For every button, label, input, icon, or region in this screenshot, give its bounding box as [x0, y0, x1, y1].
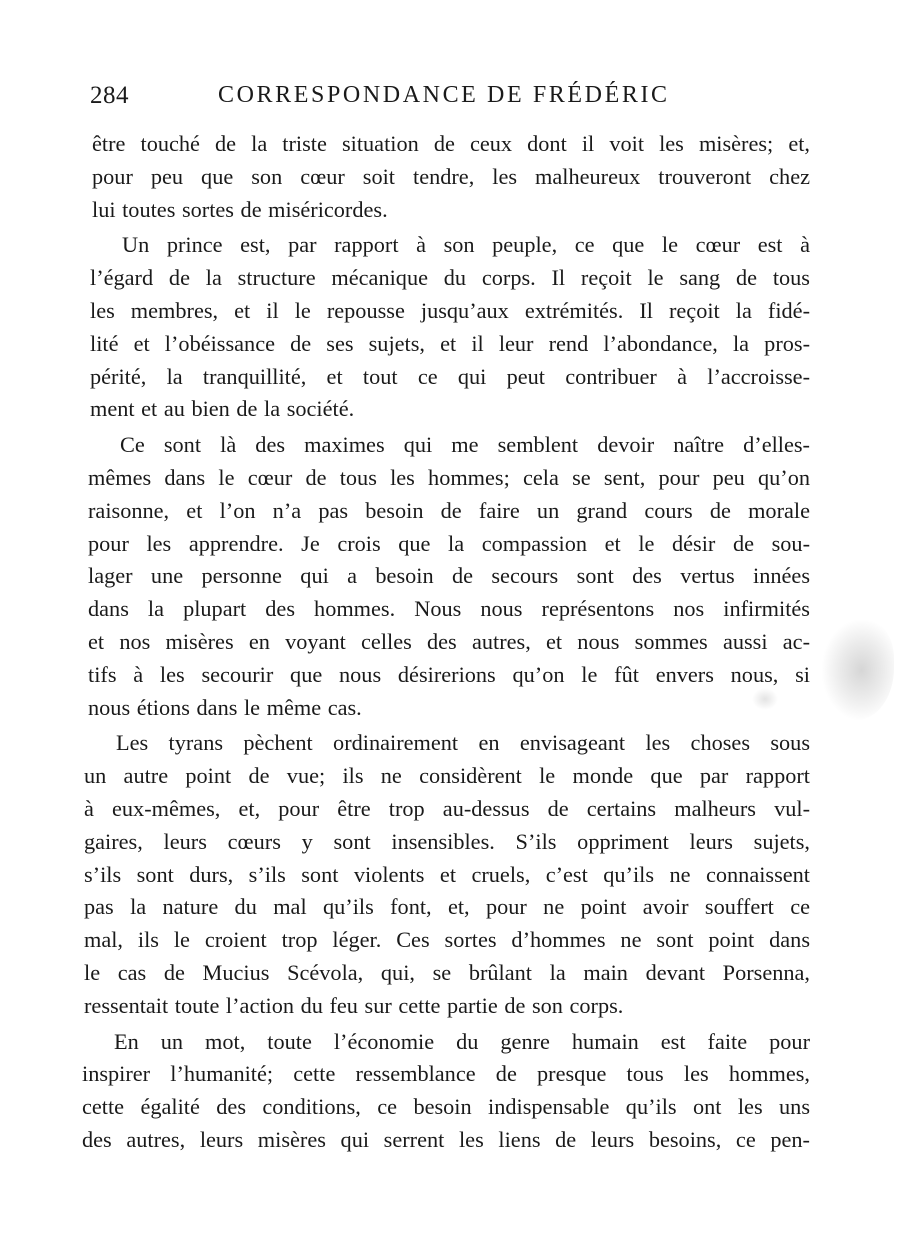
running-title: CORRESPONDANCE DE FRÉDÉRIC [218, 82, 670, 108]
body-text [82, 128, 810, 1160]
text-line: pour les apprendre. Je crois que la compassion et le désir de sou- [88, 530, 810, 556]
text-line: pour peu que son cœur soit tendre, les malheureux trouveront chez [92, 163, 810, 189]
running-head [90, 82, 810, 116]
text-line: pas la nature du mal qu’ils font, et, pour ne point avoir souffert ce [84, 894, 810, 920]
text-line: dans la plupart des hommes. Nous nous représentons nos infirmités [88, 596, 810, 622]
text-line: lager une personne qui a besoin de secours sont des vertus innées [88, 563, 810, 589]
paper-stain-small [752, 688, 778, 710]
paragraph-1 [82, 128, 810, 226]
text-line: Les tyrans pèchent ordinairement en envisageant les choses sous [116, 730, 810, 756]
text-line: le cas de Mucius Scévola, qui, se brûlant la main devant Porsenna, [84, 959, 810, 985]
text-line: Un prince est, par rapport à son peuple, ce que le cœur est à [122, 232, 810, 258]
paragraph-4 [82, 727, 810, 1022]
text-line: des autres, leurs misères qui serrent les liens de leurs besoins, ce pen- [82, 1126, 810, 1152]
text-line: nous étions dans le même cas. [88, 694, 362, 720]
text-line: tifs à les secourir que nous désirerions qu’on le fût envers nous, si [88, 661, 810, 687]
text-line: s’ils sont durs, s’ils sont violents et cruels, c’est qu’ils ne connaissent [84, 861, 810, 887]
paragraph-2 [82, 229, 810, 426]
text-line: mal, ils le croient trop léger. Ces sortes d’hommes ne sont point dans [84, 927, 810, 953]
text-line: périté, la tranquillité, et tout ce qui peut contribuer à l’accroisse- [90, 363, 810, 389]
paragraph-5 [82, 1026, 810, 1157]
text-line: Ce sont là des maximes qui me semblent devoir naître d’elles- [120, 432, 810, 458]
text-line: lité et l’obéissance de ses sujets, et il leur rend l’abondance, la pros- [90, 330, 810, 356]
text-line: ment et au bien de la société. [90, 396, 355, 422]
text-line: cette égalité des conditions, ce besoin indispensable qu’ils ont les uns [82, 1094, 810, 1120]
text-line: les membres, et il le repousse jusqu’aux extrémités. Il reçoit la fidé- [90, 297, 810, 323]
text-line: lui toutes sortes de miséricordes. [92, 196, 388, 222]
text-line: raisonne, et l’on n’a pas besoin de faire un grand cours de morale [88, 497, 810, 523]
text-line: inspirer l’humanité; cette ressemblance de presque tous les hommes, [82, 1061, 810, 1087]
paragraph-3 [82, 429, 810, 724]
text-line: être touché de la triste situation de ceux dont il voit les misères; et, [92, 131, 810, 156]
text-line: mêmes dans le cœur de tous les hommes; cela se sent, pour peu qu’on [88, 464, 810, 490]
page-number: 284 [90, 82, 129, 109]
paper-stain [822, 620, 894, 720]
text-line: un autre point de vue; ils ne considèrent le monde que par rapport [84, 763, 810, 789]
text-line: ressentait toute l’action du feu sur cette partie de son corps. [84, 992, 624, 1018]
text-line: à eux-mêmes, et, pour être trop au-dessus de certains malheurs vul- [84, 795, 810, 821]
text-line: l’égard de la structure mécanique du corps. Il reçoit le sang de tous [90, 265, 810, 291]
text-line: gaires, leurs cœurs y sont insensibles. S’ils oppriment leurs sujets, [84, 828, 810, 854]
text-line: En un mot, toute l’économie du genre humain est faite pour [114, 1028, 810, 1054]
text-line: et nos misères en voyant celles des autres, et nous sommes aussi ac- [88, 628, 810, 654]
